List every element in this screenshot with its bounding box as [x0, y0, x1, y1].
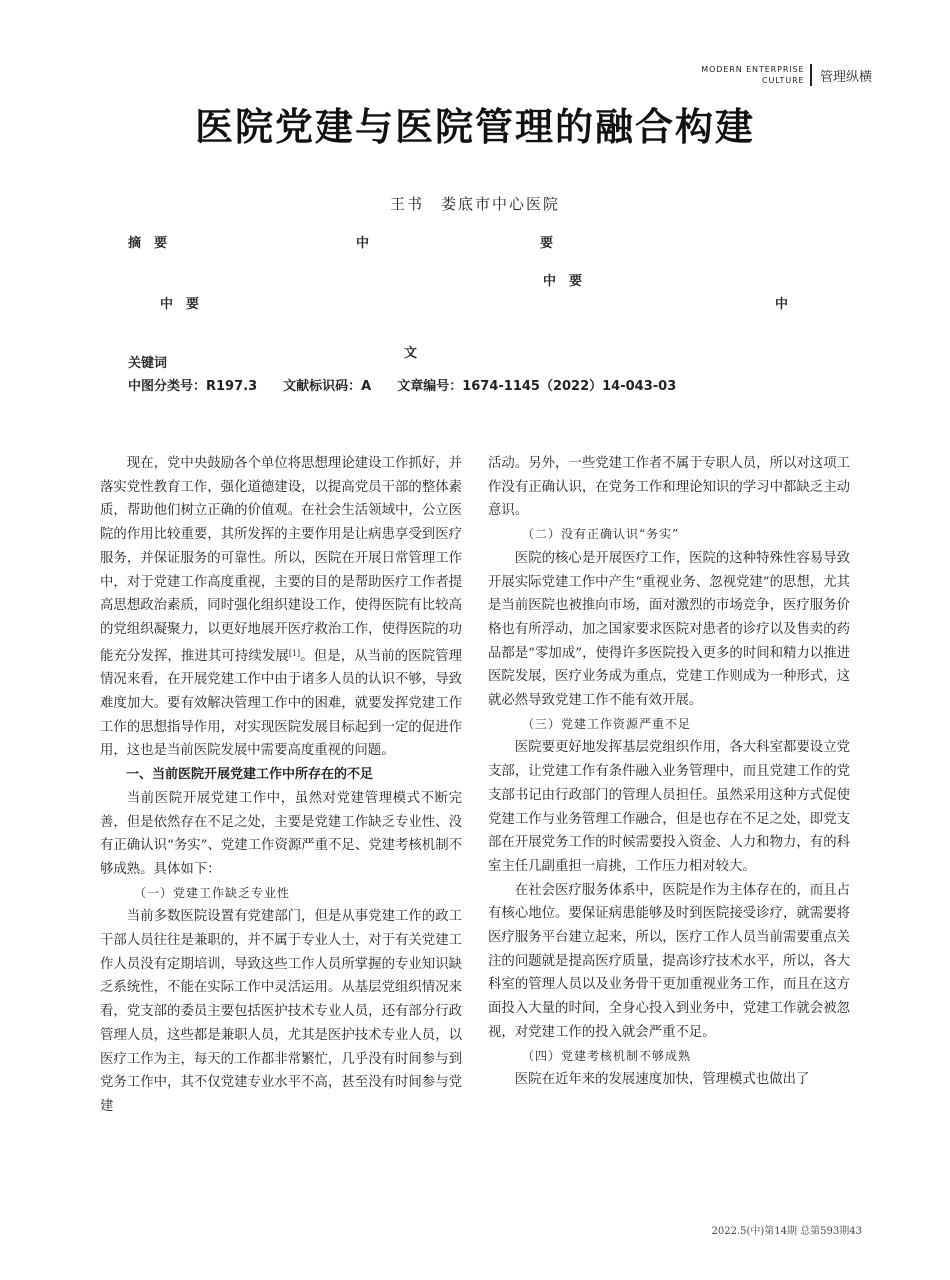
section-heading: 一、当前医院开展党建工作中所存在的不足 — [126, 767, 374, 783]
paragraph-text: 。但是，从当前的医院管理情况来看，在开展党建工作中由于诸多人员的认识不够，导致难度加大。要有效解决管理工作中的困难，就要发挥党建工作工作的思想指导作用，对实现医院发展目标起到一定的促进作用，这也是当前医院发展中需要高度重视的问题。 — [100, 648, 463, 759]
brand-line-1: MODERN ENTERPRISE — [701, 65, 805, 74]
abstract-label: 摘 要 — [128, 236, 168, 251]
subsection-heading: （二）没有正确认识“务实” — [522, 527, 680, 542]
subsection-heading: （三）党建工作资源严重不足 — [522, 716, 692, 731]
subsection-heading: （四）党建考核机制不够成熟 — [522, 1048, 692, 1063]
paragraph: 当前多数医院设置有党建部门，但是从事党建工作的政工干部人员往往是兼职的，并不属于专业人士，对于有关党建工作人员没有定期培训，导致这些工作人员所掌握的专业知识缺乏系统性，不能在实际工作中灵活运用。从基层党组织情况来看，党支部的委员主要包括医护技术专业人员，还有部分行政管理人员，这些都是兼职人员，尤其是医护技术专业人员，以医疗工作为主，每天的工作都非常繁忙，几乎没有时间参与到党务工作中，其不仅党建专业水平不高，甚至没有时间参与党建 — [100, 909, 462, 1114]
page-footer: 2022.5(中)第14期 总第593期43 — [711, 1226, 862, 1237]
abstract-fragment: 中 — [356, 236, 370, 251]
brand-line-2: CULTURE — [762, 76, 805, 85]
paragraph-text: 现在，党中央鼓励各个单位将思想理论建设工作抓好，并落实党性教育工作，强化道德建设，以提高党员干部的整体素质，帮助他们树立正确的价值观。在社会生活领域中，公立医院的作用比较重要，其所发挥的主要作用是让病患享受到医疗服务，并保证服务的可靠性。所以，医院在开展日常管理工作中，对于党建工作高度重视，主要的目的是帮助医疗工作者提高思想政治素质，同时强化组织建设工作，使得医院有比较高的党组织凝聚力，以更好地展开医疗救治工作，使得医院的功能充分发挥，推进其可持续发展 — [100, 456, 462, 664]
journal-header — [701, 64, 872, 86]
section-name: 管理纵横 — [819, 69, 872, 85]
keywords-label: 关键词 — [128, 356, 168, 371]
subsection-heading: （一）党建工作缺乏专业性 — [134, 885, 291, 900]
paragraph: 在社会医疗服务体系中，医院是作为主体存在的，而且占有核心地位。要保证病患能够及时到医院接受诊疗，就需要将医疗服务平台建立起来，所以，医疗工作人员当前需要重点关注的问题就是提高医疗质量，提高诊疗技术水平，所以，各大科室的管理人员以及业务骨干更加重视业务工作，而且在这方面投入大量的时间，全身心投入到业务中，党建工作就会被忽视，对党建工作的投入就会严重不足。 — [488, 882, 850, 1040]
paragraph: 医院在近年来的发展速度加快，管理模式也做出了 — [514, 1072, 810, 1088]
abstract-fragment: 文 — [404, 346, 418, 361]
header-divider — [810, 64, 812, 86]
abstract-fragment: 中 要 — [160, 297, 200, 312]
paragraph: 活动。另外，一些党建工作者不属于专职人员，所以对这项工作没有正确认识，在党务工作和理论知识的学习中都缺乏主动意识。 — [488, 456, 850, 519]
paragraph: 当前医院开展党建工作中，虽然对党建管理模式不断完善，但是依然存在不足之处，主要是党建工作缺乏专业性、没有正确认识“务实”、党建工作资源严重不足、党建考核机制不够成熟。具体如下： — [100, 790, 462, 877]
article-title: 医院党建与医院管理的融合构建 — [194, 104, 755, 149]
paragraph — [100, 452, 462, 763]
paragraph: 医院的核心是开展医疗工作，医院的这种特殊性容易导致开展实际党建工作中产生“重视业务、忽视党建”的思想，尤其是当前医院也被推向市场，面对激烈的市场竞争，医疗服务价格也有所浮动，加之国家要求医院对患者的诊疗以及售卖的药品都是“零加成”，使得许多医院投入更多的时间和精力以推进医院发展，医疗业务成为重点，党建工作则成为一种形式，这就必然导致党建工作不能有效开展。 — [488, 550, 850, 709]
abstract-fragment: 要 — [540, 236, 554, 251]
right-column — [488, 452, 850, 1092]
abstract-fragment: 中 要 — [543, 274, 583, 289]
classification-line: 中图分类号：R197.3 文献标识码：A 文章编号：1674-1145（2022）14-043-03 — [128, 379, 677, 394]
abstract-fragment: 中 — [775, 297, 789, 312]
journal-brand — [701, 64, 804, 86]
paragraph: 医院要更好地发挥基层党组织作用，各大科室都要设立党支部，让党建工作有条件融入业务管理中，而且党建工作的党支部书记由行政部门的管理人员担任。虽然采用这种方式促使党建工作与业务管理工作融合，但是也存在不足之处，即党支部在开展党务工作的时候需要投入资金、人力和物力，有的科室主任几副重担一肩挑，工作压力相对较大。 — [488, 740, 850, 874]
citation-marker: [1] — [288, 648, 301, 658]
left-column — [100, 452, 462, 1119]
author-affiliation: 王书 娄底市中心医院 — [389, 195, 560, 213]
